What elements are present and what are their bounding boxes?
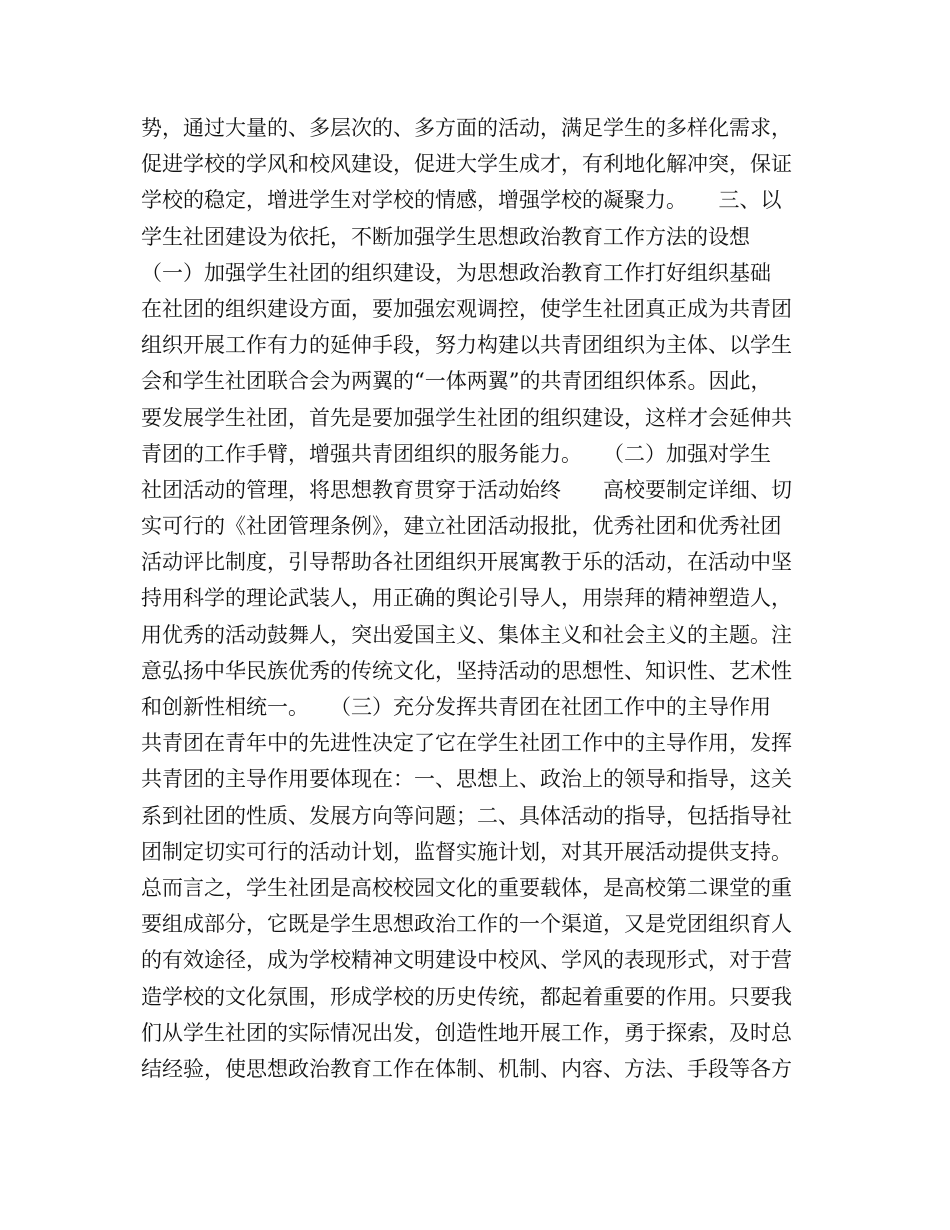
text-line: 系到社团的性质、发展方向等问题；二、具体活动的指导，包括指导社: [141, 803, 792, 828]
text-line: 势，通过大量的、多层次的、多方面的活动，满足学生的多样化需求，: [141, 116, 792, 140]
text-line: 造学校的文化氛围，形成学校的历史传统，都起着重要的作用。只要我: [141, 984, 792, 1009]
text-line: 和创新性相统一。 （三）充分发挥共青团在社团工作中的主导作用: [141, 695, 771, 719]
text-line: 学生社团建设为依托，不断加强学生思想政治教育工作方法的设想: [141, 224, 750, 249]
text-line: 会和学生社团联合会为两翼的“一体两翼”的共青团组织体系。因此，: [141, 369, 772, 394]
text-line: 的有效途径，成为学校精神文明建设中校风、学风的表现形式，对于营: [141, 948, 792, 973]
text-line: 学校的稳定，增进学生对学校的情感，增强学校的凝聚力。 三、以: [141, 188, 782, 213]
text-line: 意弘扬中华民族优秀的传统文化，坚持活动的思想性、知识性、艺术性: [141, 658, 792, 683]
text-line: 要发展学生社团，首先是要加强学生社团的组织建设，这样才会延伸共: [141, 405, 792, 430]
text-line: 实可行的《社团管理条例》，建立社团活动报批，优秀社团和优秀社团: [141, 514, 782, 539]
text-line: 结经验，使思想政治教育工作在体制、机制、内容、方法、手段等各方: [141, 1056, 792, 1081]
text-line: 共青团的主导作用要体现在：一、思想上、政治上的领导和指导，这关: [141, 767, 792, 792]
body-text: [141, 110, 821, 1087]
text-line: 总而言之，学生社团是高校校园文化的重要载体，是高校第二课堂的重: [141, 875, 792, 900]
text-line: 社团活动的管理，将思想教育贯穿于活动始终 高校要制定详细、切: [141, 477, 792, 502]
text-line: 要组成部分，它既是学生思想政治工作的一个渠道，又是党团组织育人: [141, 912, 792, 937]
text-line: 在社团的组织建设方面，要加强宏观调控，使学生社团真正成为共青团: [141, 296, 792, 321]
text-line: 青团的工作手臂，增强共青团组织的服务能力。 （二）加强对学生: [141, 441, 771, 466]
text-line: 用优秀的活动鼓舞人，突出爱国主义、集体主义和社会主义的主题。注: [141, 622, 792, 647]
text-line: （一）加强学生社团的组织建设，为思想政治教育工作打好组织基础: [141, 260, 771, 285]
text-line: 共青团在青年中的先进性决定了它在学生社团工作中的主导作用，发挥: [141, 731, 792, 756]
text-line: 持用科学的理论武装人，用正确的舆论引导人，用崇拜的精神塑造人，: [141, 586, 792, 611]
text-line: 团制定切实可行的活动计划，监督实施计划，对其开展活动提供支持。: [141, 839, 792, 864]
text-line: 促进学校的学风和校风建设，促进大学生成才，有利地化解冲突，保证: [141, 152, 792, 177]
text-line: 活动评比制度，引导帮助各社团组织开展寓教于乐的活动，在活动中坚: [141, 550, 792, 575]
text-line: 们从学生社团的实际情况出发，创造性地开展工作，勇于探索，及时总: [141, 1020, 792, 1045]
text-line: 组织开展工作有力的延伸手段，努力构建以共青团组织为主体、以学生: [141, 333, 792, 358]
